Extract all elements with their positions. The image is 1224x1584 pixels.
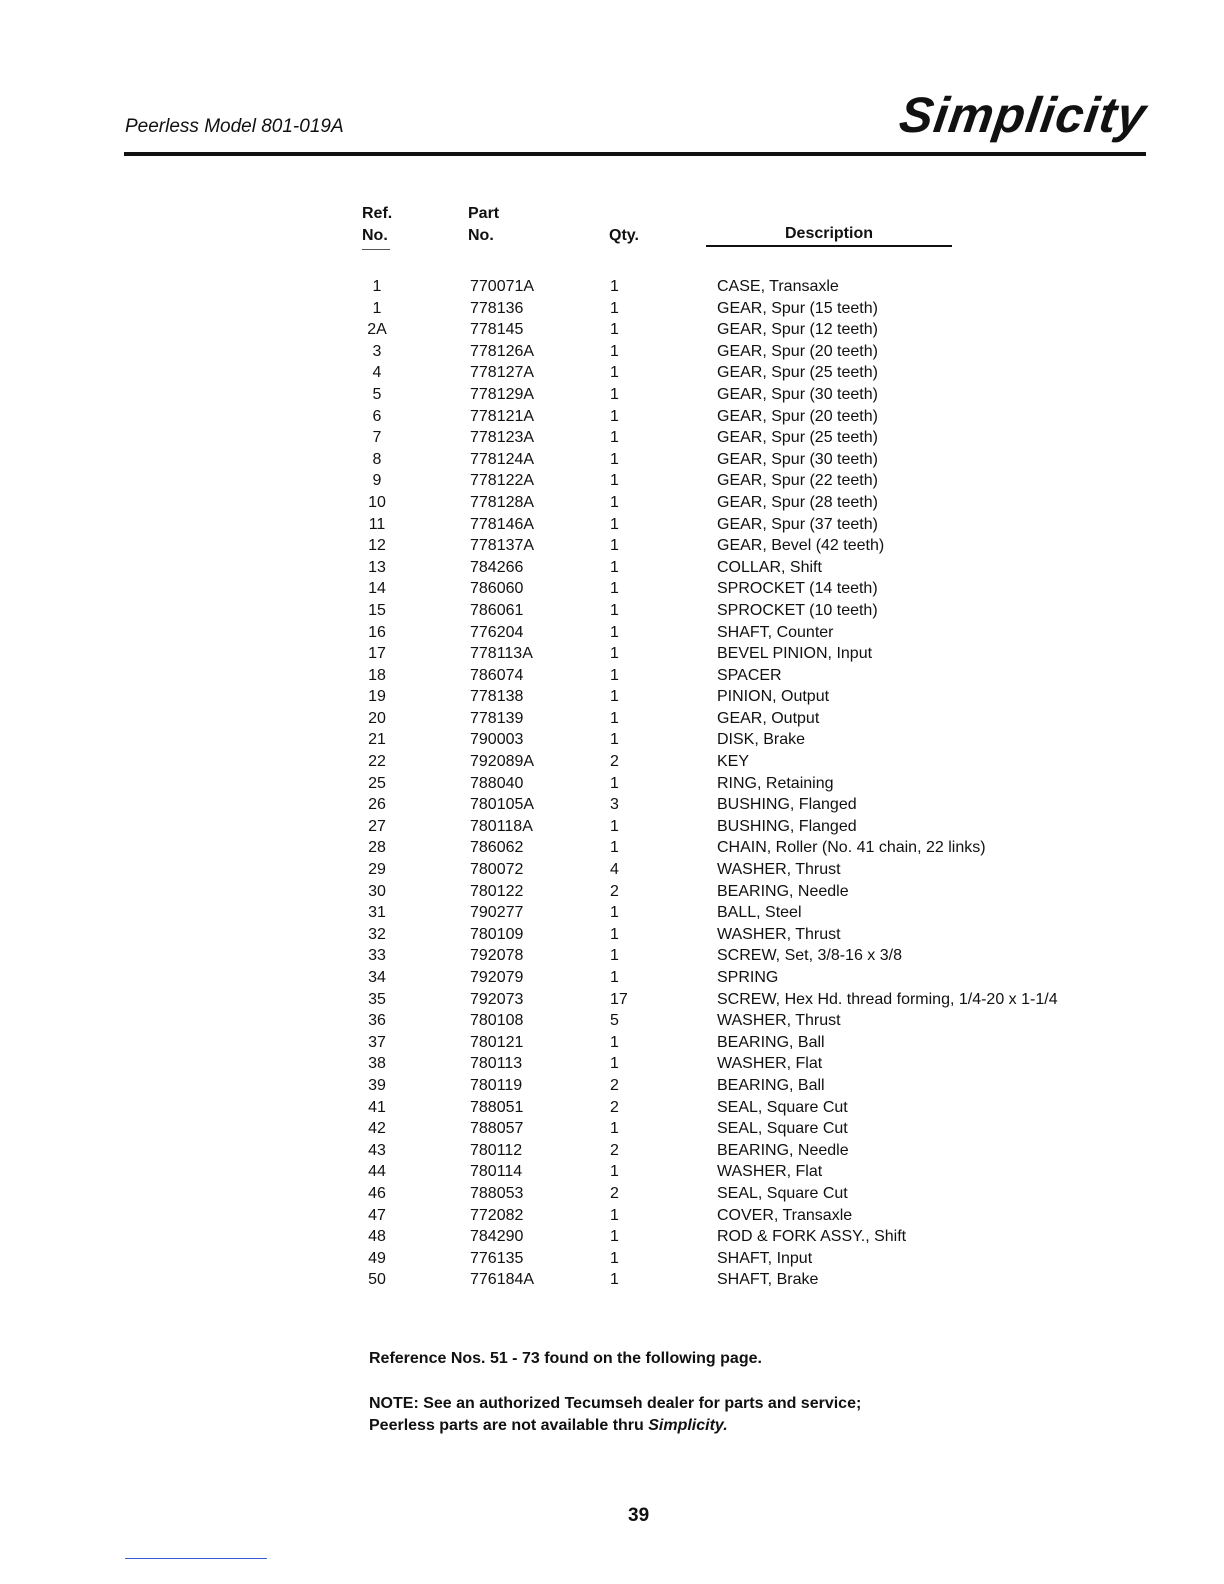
ref-cell: 42 — [368, 1120, 386, 1138]
ref-cell: 34 — [368, 969, 386, 986]
description-cell: SEAL, Square Cut — [717, 1098, 848, 1116]
table-row — [362, 686, 1142, 708]
qty-cell: 1 — [610, 1163, 619, 1181]
table-row — [362, 1140, 1142, 1162]
part-number-cell: 784290 — [470, 1228, 524, 1246]
ref-cell: 27 — [368, 817, 386, 835]
table-row — [362, 751, 1142, 773]
qty-cell: 1 — [610, 450, 619, 468]
ref-cell: 11 — [368, 515, 386, 533]
qty-cell: 1 — [610, 1228, 619, 1246]
description-cell: WASHER, Flat — [717, 1163, 823, 1181]
table-row — [362, 1010, 1142, 1032]
part-number-cell: 778136 — [470, 299, 524, 317]
qty-cell: 1 — [610, 537, 619, 555]
part-number-cell: 780122 — [470, 882, 524, 900]
description-cell: SHAFT, Input — [717, 1249, 813, 1267]
description-cell: BUSHING, Flanged — [717, 796, 857, 814]
ref-cell: 8 — [372, 450, 382, 468]
ref-cell: 20 — [368, 709, 386, 727]
ref-cell: 36 — [368, 1012, 386, 1030]
description-cell: SEAL, Square Cut — [717, 1184, 848, 1202]
part-number-cell: 778145 — [470, 321, 524, 339]
table-row — [362, 578, 1142, 600]
qty-cell: 2 — [610, 1098, 619, 1116]
qty-cell: 1 — [610, 1271, 619, 1289]
qty-cell: 1 — [610, 558, 619, 576]
ref-cell: 47 — [368, 1206, 386, 1224]
table-row — [362, 989, 1142, 1011]
qty-cell: 2 — [610, 1076, 619, 1094]
qty-cell: 1 — [610, 774, 619, 792]
table-row — [362, 924, 1142, 946]
part-number-cell: 786074 — [470, 666, 524, 684]
table-row — [362, 622, 1142, 644]
ref-cell: 22 — [368, 753, 386, 771]
qty-cell: 1 — [610, 1120, 619, 1138]
table-row — [362, 945, 1142, 967]
table-row — [362, 1118, 1142, 1140]
ref-cell: 10 — [368, 493, 386, 511]
table-row — [362, 1075, 1142, 1097]
table-row — [362, 1226, 1142, 1248]
qty-cell: 1 — [610, 1055, 619, 1073]
col-ref-line2: No. — [362, 227, 388, 244]
desc-underline — [706, 245, 952, 247]
ref-cell: 15 — [368, 601, 386, 619]
table-row — [362, 794, 1142, 816]
table-row — [362, 729, 1142, 751]
qty-cell: 1 — [610, 1033, 619, 1051]
qty-cell: 1 — [610, 709, 619, 727]
ref-cell: 1 — [372, 278, 382, 295]
description-cell: SPROCKET (14 teeth) — [717, 580, 878, 598]
part-number-cell: 792078 — [470, 947, 524, 965]
ref-cell: 46 — [368, 1184, 386, 1202]
ref-underline — [362, 249, 390, 250]
ref-cell: 28 — [368, 839, 386, 857]
table-header — [362, 203, 1142, 251]
part-number-cell: 778122A — [470, 472, 535, 490]
table-row — [362, 535, 1142, 557]
table-row — [362, 276, 1142, 298]
qty-cell: 1 — [610, 904, 619, 922]
qty-cell: 17 — [610, 990, 628, 1008]
col-desc-header: Description — [784, 225, 873, 242]
table-row — [362, 665, 1142, 687]
description-cell: GEAR, Spur (20 teeth) — [717, 407, 878, 425]
qty-cell: 1 — [610, 321, 619, 339]
qty-cell: 1 — [610, 429, 619, 447]
part-number-cell: 792073 — [470, 990, 524, 1008]
table-row — [362, 427, 1142, 449]
part-number-cell: 776204 — [470, 623, 524, 641]
ref-cell: 12 — [368, 537, 386, 555]
footer-line — [125, 1558, 267, 1559]
description-cell: SHAFT, Brake — [717, 1271, 819, 1289]
part-number-cell: 788040 — [470, 774, 524, 792]
description-cell: GEAR, Spur (28 teeth) — [717, 493, 878, 511]
ref-cell: 16 — [368, 623, 386, 641]
ref-cell: 18 — [368, 666, 386, 684]
description-cell: BEARING, Needle — [717, 882, 849, 900]
qty-cell: 1 — [610, 385, 619, 403]
description-cell: KEY — [717, 753, 750, 771]
table-row — [362, 967, 1142, 989]
table-row — [362, 470, 1142, 492]
col-qty-header: Qty. — [609, 227, 639, 244]
ref-cell: 39 — [368, 1076, 386, 1094]
description-cell: BEARING, Ball — [717, 1076, 825, 1094]
part-number-cell: 780114 — [470, 1163, 523, 1181]
table-row — [362, 816, 1142, 838]
description-cell: BEVEL PINION, Input — [717, 645, 873, 663]
qty-cell: 1 — [610, 472, 619, 490]
description-cell: GEAR, Spur (15 teeth) — [717, 299, 878, 317]
table-row — [362, 557, 1142, 579]
description-cell: PINION, Output — [717, 688, 830, 706]
part-number-cell: 786062 — [470, 839, 524, 857]
qty-cell: 2 — [610, 1141, 619, 1159]
description-cell: SPACER — [717, 666, 782, 684]
part-number-cell: 778126A — [470, 342, 535, 360]
part-number-cell: 778123A — [470, 429, 535, 447]
qty-cell: 1 — [610, 364, 619, 382]
table-row — [362, 1269, 1142, 1291]
ref-cell: 17 — [368, 645, 386, 663]
table-row — [362, 773, 1142, 795]
table-row — [362, 600, 1142, 622]
part-number-cell: 778128A — [470, 493, 535, 511]
part-number-cell: 788053 — [470, 1184, 524, 1202]
description-cell: WASHER, Thrust — [717, 925, 841, 943]
ref-cell: 5 — [372, 385, 382, 403]
dealer-note-brand: Simplicity. — [648, 1417, 728, 1434]
qty-cell: 1 — [610, 601, 619, 619]
description-cell: SHAFT, Counter — [717, 623, 834, 641]
table-row — [362, 1248, 1142, 1270]
qty-cell: 1 — [610, 731, 619, 749]
table-row — [362, 1183, 1142, 1205]
part-number-cell: 776184A — [470, 1271, 535, 1289]
description-cell: GEAR, Bevel (42 teeth) — [717, 537, 885, 555]
col-ref-line1: Ref. — [362, 205, 393, 222]
part-number-cell: 784266 — [470, 558, 524, 576]
part-number-cell: 780118A — [470, 817, 533, 835]
table-row — [362, 406, 1142, 428]
ref-cell: 2A — [367, 321, 387, 339]
qty-cell: 1 — [610, 947, 619, 965]
ref-cell: 1 — [372, 299, 382, 317]
part-number-cell: 778127A — [470, 364, 535, 382]
qty-cell: 1 — [610, 493, 619, 511]
ref-cell: 50 — [368, 1271, 386, 1289]
ref-cell: 6 — [372, 407, 382, 425]
model-title: Peerless Model 801-019A — [125, 116, 344, 137]
page-number: 39 — [628, 1505, 650, 1526]
col-part-line1: Part — [468, 205, 500, 222]
ref-cell: 19 — [368, 688, 386, 706]
description-cell: SCREW, Set, 3/8-16 x 3/8 — [717, 947, 902, 965]
ref-cell: 35 — [368, 990, 386, 1008]
part-number-cell: 778113A — [470, 645, 533, 663]
ref-cell: 41 — [368, 1098, 386, 1116]
part-number-cell: 788057 — [470, 1120, 524, 1138]
table-row — [362, 514, 1142, 536]
description-cell: BALL, Steel — [717, 904, 802, 922]
ref-cell: 38 — [368, 1055, 386, 1073]
table-row — [362, 837, 1142, 859]
ref-cell: 31 — [368, 904, 386, 922]
part-number-cell: 786061 — [470, 601, 524, 619]
description-cell: WASHER, Flat — [717, 1055, 823, 1073]
qty-cell: 1 — [610, 342, 619, 360]
qty-cell: 3 — [610, 796, 619, 814]
qty-cell: 1 — [610, 817, 619, 835]
qty-cell: 1 — [610, 645, 619, 663]
description-cell: SEAL, Square Cut — [717, 1120, 848, 1138]
part-number-cell: 788051 — [470, 1098, 524, 1116]
part-number-cell: 780113 — [470, 1055, 523, 1073]
part-number-cell: 778124A — [470, 450, 535, 468]
qty-cell: 1 — [610, 1249, 619, 1267]
description-cell: WASHER, Thrust — [717, 861, 841, 879]
description-cell: CHAIN, Roller (No. 41 chain, 22 links) — [717, 839, 986, 857]
description-cell: GEAR, Spur (12 teeth) — [717, 321, 878, 339]
part-number-cell: 778146A — [470, 515, 535, 533]
ref-cell: 32 — [368, 925, 386, 943]
ref-cell: 14 — [368, 580, 386, 598]
description-cell: GEAR, Spur (30 teeth) — [717, 385, 878, 403]
ref-cell: 7 — [372, 429, 382, 447]
description-cell: GEAR, Spur (37 teeth) — [717, 515, 878, 533]
table-row — [362, 449, 1142, 471]
description-cell: RING, Retaining — [717, 774, 834, 792]
table-row — [362, 362, 1142, 384]
part-number-cell: 780108 — [470, 1012, 524, 1030]
ref-cell: 37 — [368, 1033, 386, 1051]
qty-cell: 1 — [610, 515, 619, 533]
col-part-header — [468, 203, 499, 247]
description-cell: ROD & FORK ASSY., Shift — [717, 1228, 907, 1246]
table-body — [362, 276, 1142, 1291]
qty-cell: 1 — [610, 925, 619, 943]
table-row — [362, 341, 1142, 363]
qty-cell: 1 — [610, 278, 619, 295]
part-number-cell: 778121A — [470, 407, 535, 425]
col-part-line2: No. — [468, 227, 494, 244]
part-number-cell: 770071A — [470, 278, 535, 295]
description-cell: CASE, Transaxle — [717, 278, 839, 295]
qty-cell: 2 — [610, 882, 619, 900]
ref-cell: 26 — [368, 796, 386, 814]
part-number-cell: 778138 — [470, 688, 524, 706]
ref-cell: 48 — [368, 1228, 386, 1246]
table-row — [362, 1053, 1142, 1075]
qty-cell: 2 — [610, 753, 619, 771]
qty-cell: 1 — [610, 407, 619, 425]
description-cell: COVER, Transaxle — [717, 1206, 853, 1224]
part-number-cell: 790003 — [470, 731, 524, 749]
description-cell: SPROCKET (10 teeth) — [717, 601, 878, 619]
part-number-cell: 778139 — [470, 709, 524, 727]
qty-cell: 1 — [610, 1206, 619, 1224]
header-rule — [124, 152, 1146, 156]
qty-cell: 1 — [610, 623, 619, 641]
table-row — [362, 319, 1142, 341]
ref-cell: 4 — [372, 364, 382, 382]
ref-cell: 25 — [368, 774, 386, 792]
table-row — [362, 298, 1142, 320]
table-row — [362, 384, 1142, 406]
table-row — [362, 881, 1142, 903]
qty-cell: 1 — [610, 666, 619, 684]
part-number-cell: 790277 — [470, 904, 524, 922]
part-number-cell: 780121 — [470, 1033, 524, 1051]
part-number-cell: 792089A — [470, 753, 535, 771]
brand-logo: Simplicity — [895, 87, 1150, 143]
part-number-cell: 780109 — [470, 925, 524, 943]
part-number-cell: 786060 — [470, 580, 524, 598]
table-row — [362, 1205, 1142, 1227]
description-cell: SCREW, Hex Hd. thread forming, 1/4-20 x 1-1/4 — [717, 990, 1058, 1008]
description-cell: GEAR, Spur (22 teeth) — [717, 472, 878, 490]
qty-cell: 2 — [610, 1184, 619, 1202]
qty-cell: 5 — [610, 1012, 619, 1030]
part-number-cell: 780072 — [470, 861, 524, 879]
ref-cell: 33 — [368, 947, 386, 965]
part-number-cell: 780112 — [470, 1141, 523, 1159]
qty-cell: 4 — [610, 861, 619, 879]
dealer-note — [369, 1393, 889, 1437]
part-number-cell: 778129A — [470, 385, 535, 403]
qty-cell: 1 — [610, 688, 619, 706]
ref-cell: 21 — [368, 731, 386, 749]
description-cell: DISK, Brake — [717, 731, 806, 749]
part-number-cell: 778137A — [470, 537, 535, 555]
table-row — [362, 859, 1142, 881]
parts-table — [362, 203, 1142, 1289]
description-cell: BEARING, Ball — [717, 1033, 825, 1051]
table-row — [362, 902, 1142, 924]
description-cell: GEAR, Spur (25 teeth) — [717, 364, 878, 382]
ref-cell: 30 — [368, 882, 386, 900]
table-row — [362, 1032, 1142, 1054]
ref-cell: 49 — [368, 1249, 386, 1267]
description-cell: GEAR, Output — [717, 709, 820, 727]
ref-cell: 13 — [368, 558, 386, 576]
qty-cell: 1 — [610, 580, 619, 598]
description-cell: WASHER, Thrust — [717, 1012, 841, 1030]
table-row — [362, 643, 1142, 665]
col-ref-header — [362, 203, 392, 247]
qty-cell: 1 — [610, 969, 619, 986]
ref-cell: 44 — [368, 1163, 386, 1181]
part-number-cell: 780119 — [470, 1076, 523, 1094]
description-cell: BEARING, Needle — [717, 1141, 849, 1159]
table-row — [362, 708, 1142, 730]
table-row — [362, 1161, 1142, 1183]
description-cell: SPRING — [717, 969, 779, 986]
part-number-cell: 772082 — [470, 1206, 524, 1224]
ref-cell: 29 — [368, 861, 386, 879]
description-cell: GEAR, Spur (25 teeth) — [717, 429, 878, 447]
ref-cell: 3 — [372, 342, 382, 360]
description-cell: GEAR, Spur (30 teeth) — [717, 450, 878, 468]
reference-note: Reference Nos. 51 - 73 found on the following page. — [369, 1350, 762, 1367]
qty-cell: 1 — [610, 299, 619, 317]
table-row — [362, 1097, 1142, 1119]
ref-cell: 9 — [372, 472, 382, 490]
part-number-cell: 792079 — [470, 969, 524, 986]
description-cell: GEAR, Spur (20 teeth) — [717, 342, 878, 360]
part-number-cell: 780105A — [470, 796, 535, 814]
description-cell: BUSHING, Flanged — [717, 817, 857, 835]
qty-cell: 1 — [610, 839, 619, 857]
dealer-note-text: NOTE: See an authorized Tecumseh dealer for parts and service; Peerless parts are not available thru — [369, 1395, 862, 1434]
part-number-cell: 776135 — [470, 1249, 524, 1267]
ref-cell: 43 — [368, 1141, 386, 1159]
description-cell: COLLAR, Shift — [717, 558, 822, 576]
table-row — [362, 492, 1142, 514]
